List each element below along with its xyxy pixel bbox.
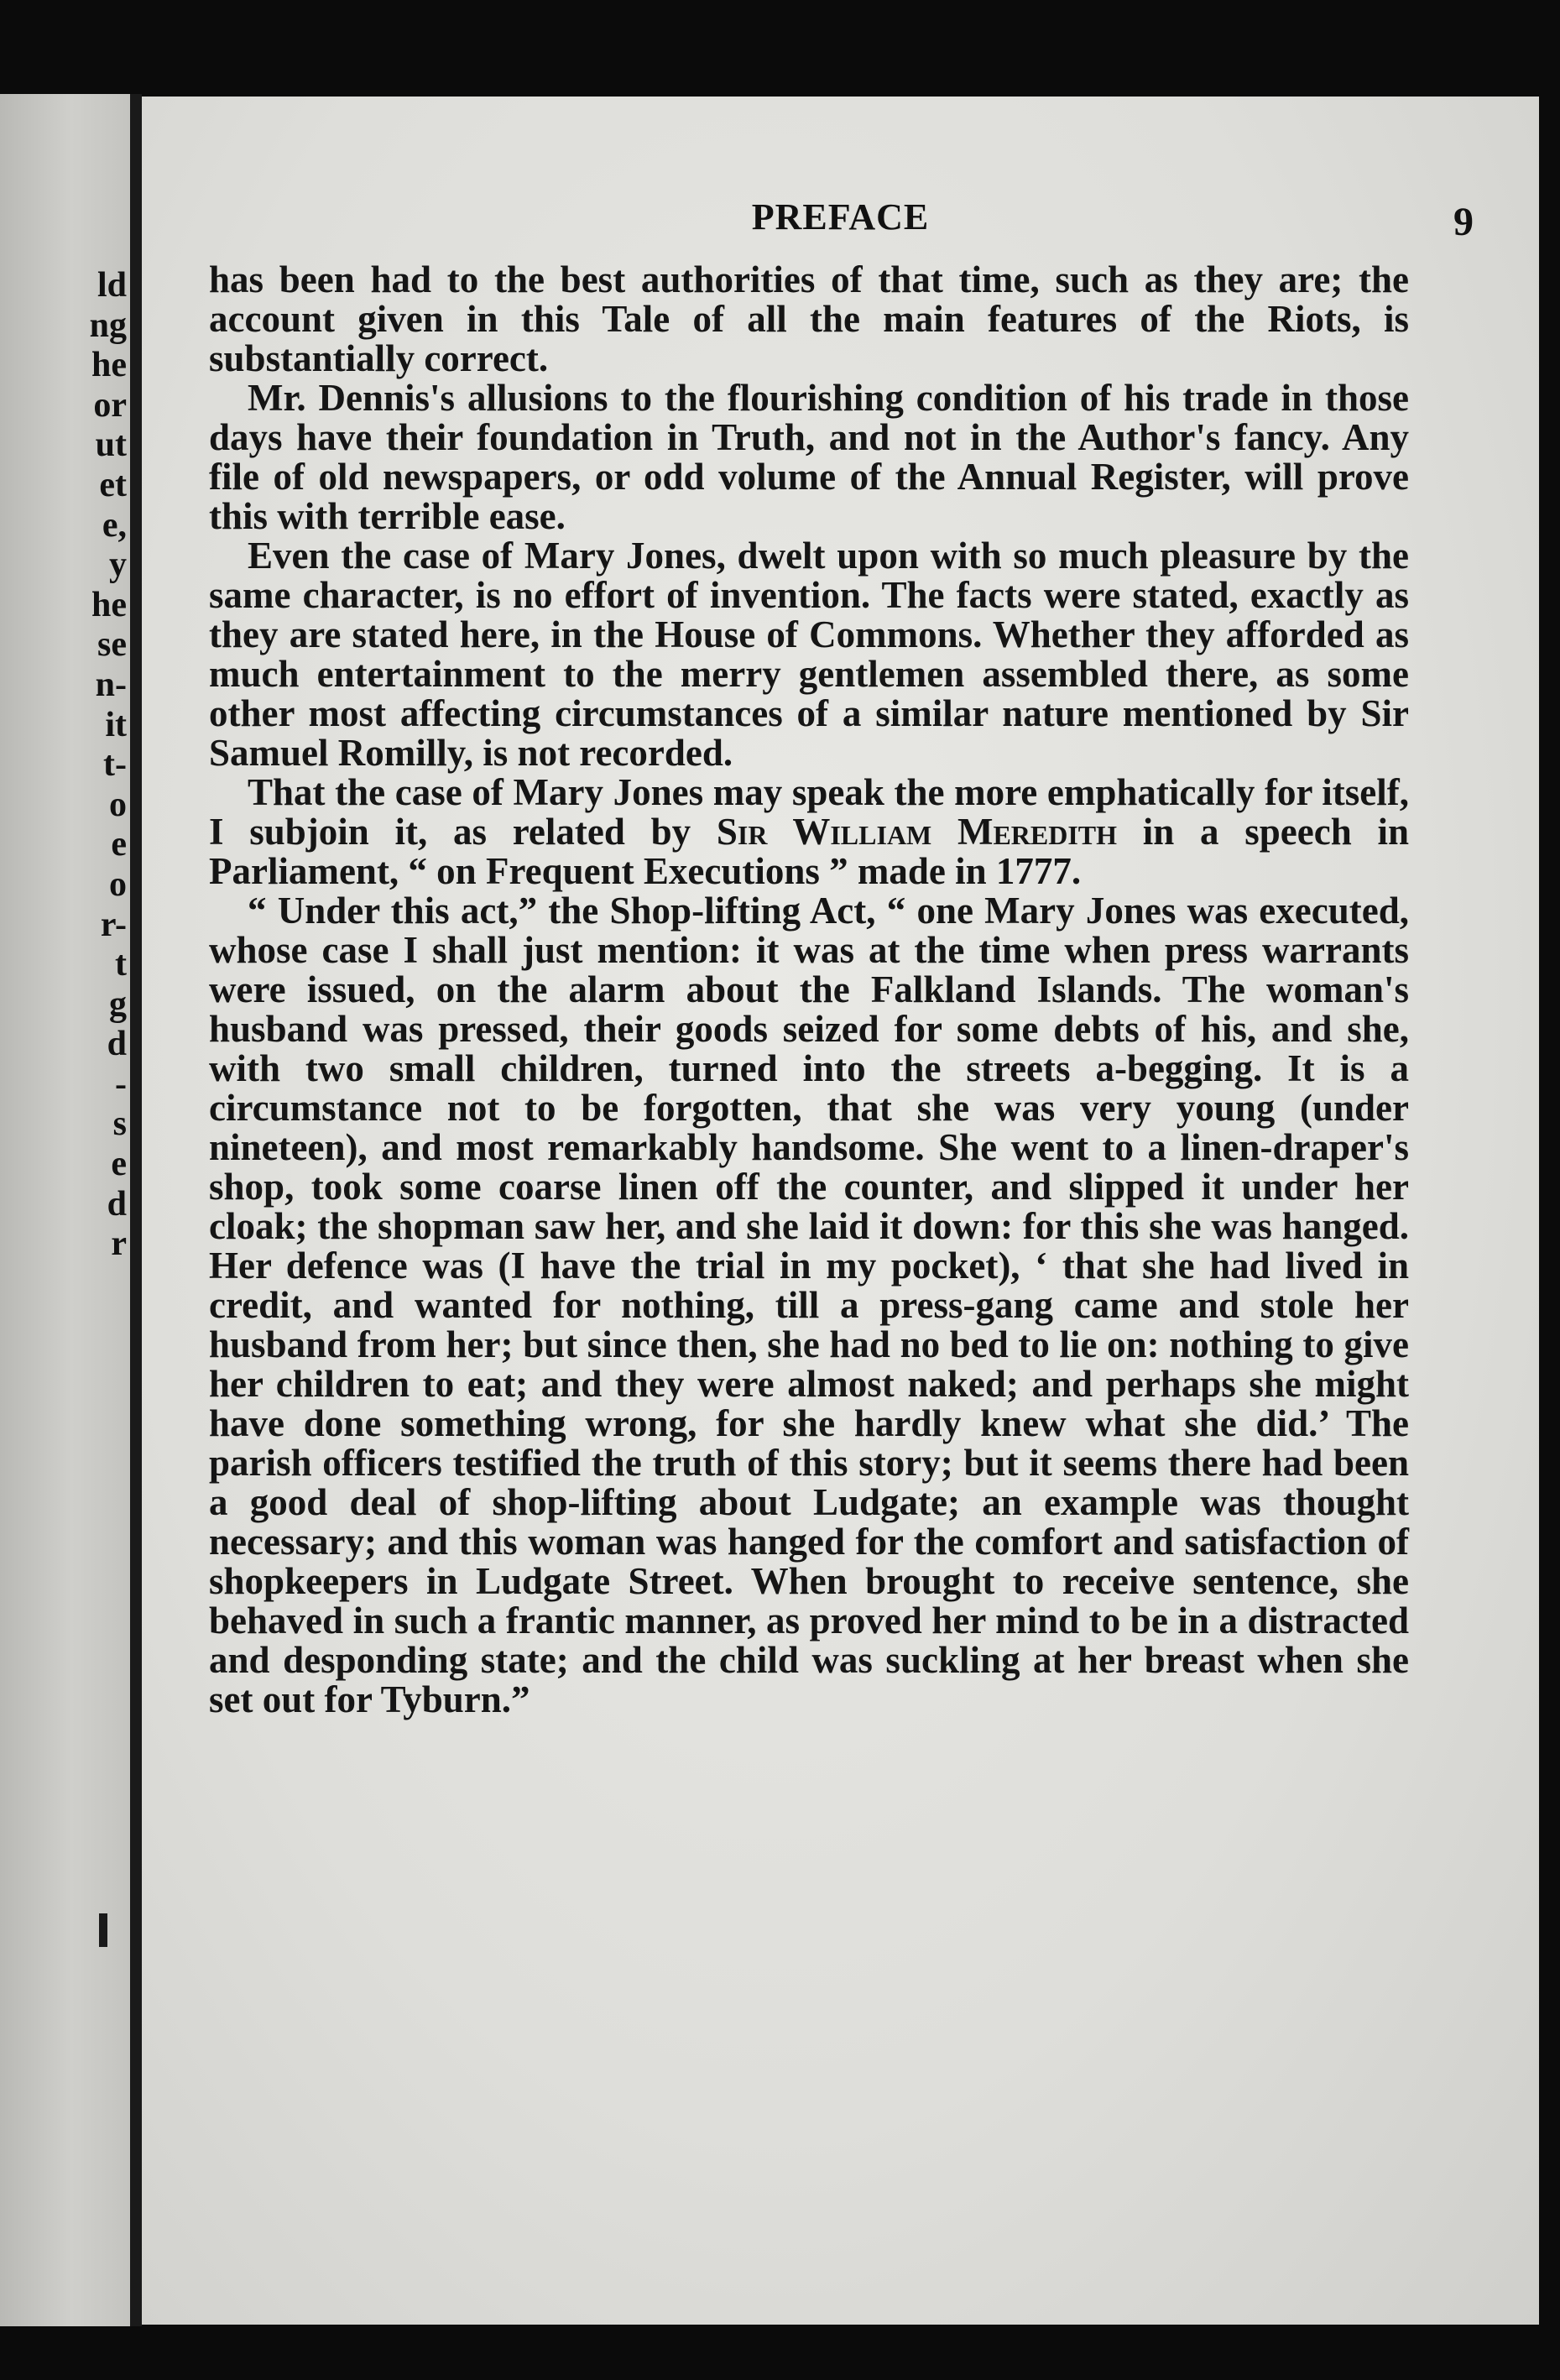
margin-mark <box>99 1913 107 1947</box>
book-page <box>142 97 1539 2325</box>
page-header <box>142 196 1539 246</box>
paragraph-dennis: Mr. Dennis's allusions to the flourishing condition of his trade in those days have their foundation in Truth, and not in the Author's fancy. Any file of old newspapers, or odd volume of the Annual Register, will prove this with terrible ease. <box>209 377 1409 537</box>
left-page-edge <box>0 94 130 2326</box>
subjoin-text-start: That the case of Mary Jones may speak the more emphatically for itself, I subjoin it, as related by <box>209 771 1409 853</box>
left-page-cut-text: ld ng he or ut et e, y he se n- it t- o e o r- t g d - s e d r <box>89 266 127 1264</box>
paragraph-quotation: “ Under this act,” the Shop-lifting Act, “ one Mary Jones was executed, whose case I shall just mention: it was at the time when press warrants were issued, on the alarm about the Falkland Islands. The woman's husband was pressed, their goods seized for some debts of his, and she, with two small children, turned into the streets a-begging. It is a circumstance not to be forgotten, that she was very young (under nineteen), and most remarkably handsome. She went to a linen-draper's shop, took some coarse linen off the counter, and slipped it under her cloak; the shopman saw her, and she laid it down: for this she was hanged. Her defence was (I have the trial in my pocket), ‘ that she had lived in credit, and wanted for nothing, till a press-gang came and stole her husband from her; but since then, she had no bed to lie on: nothing to give her children to eat; and they were almost naked; and perhaps she might have done something wrong, for she hardly knew what she did.’ The parish officers testified the truth of this story; but it seems there had been a good deal of shop-lifting about Ludgate; an example was thought necessary; and this woman was hanged for the comfort and satisfaction of shopkeepers in Ludgate Street. When brought to receive sentence, she behaved in such a frantic manner, as proved her mind to be in a distracted and desponding state; and the child was suckling at her breast when she set out for Tyburn.” <box>209 890 1409 1720</box>
book-gutter <box>130 94 142 2326</box>
paragraph-continuation: has been had to the best authorities of that time, such as they are; the account given in this Tale of all the main features of the Riots, is substantially correct. <box>209 258 1409 379</box>
paragraph-mary-jones-case: Even the case of Mary Jones, dwelt upon with so much pleasure by the same character, is no effort of invention. The facts were stated, exactly as they are stated here, in the House of Commons. Whether they afforded as much entertainment to the merry gentlemen assembled there, as some other most affecting circumstances of a similar nature mentioned by Sir Samuel Romilly, is not recorded. <box>209 535 1409 774</box>
body-text <box>209 260 1409 1720</box>
subjoin-text-end: in a speech in Parliament, “ on Frequent Executions ” made in 1777. <box>209 811 1409 892</box>
page-number: 9 <box>1453 200 1474 244</box>
speaker-name-smallcaps: Sir William Meredith <box>716 811 1118 853</box>
running-head: PREFACE <box>751 196 930 237</box>
paragraph-subjoin <box>209 773 1409 891</box>
